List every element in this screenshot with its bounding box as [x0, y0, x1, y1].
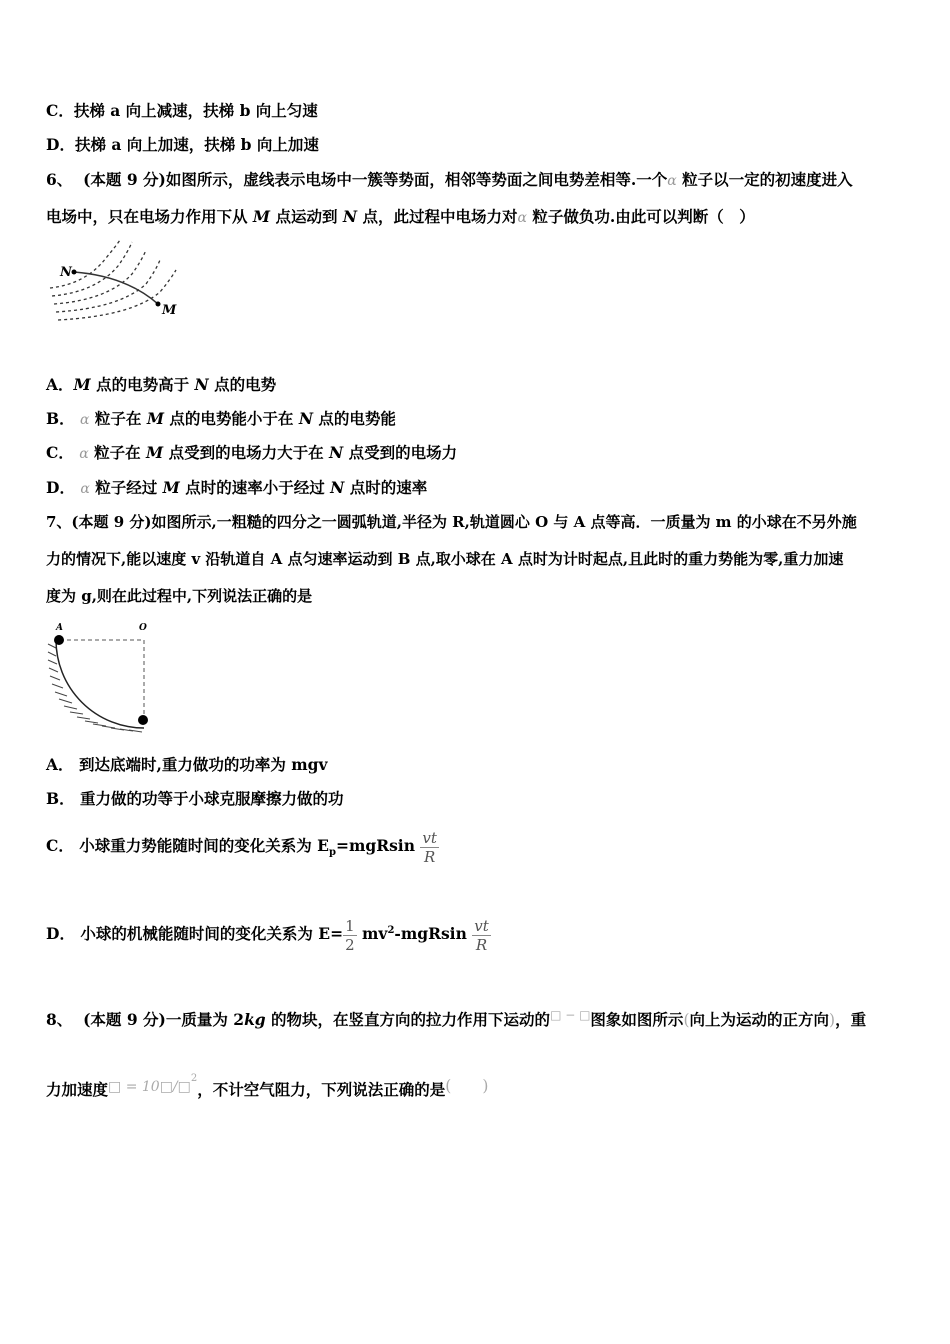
stem-text: 点，此过程中电场力对 [362, 207, 518, 226]
paren-right: ) [829, 1011, 836, 1029]
stem-text: 一质量为 [165, 1010, 228, 1029]
question-score: (本题 9 分) [83, 170, 166, 189]
option-text: 扶梯 a 向上加速，扶梯 b 向上加速 [74, 135, 319, 154]
label-a: A [56, 623, 63, 633]
q5-option-c [46, 100, 318, 122]
point-m: M [162, 478, 180, 497]
stem-text: 点运动到 [275, 207, 338, 226]
stem-text: ，重 [835, 1010, 867, 1029]
stem-text: 电场中，只在电场力作用下从 [46, 207, 248, 226]
alpha-symbol: α [517, 210, 527, 226]
q8-stem-line2 [46, 1068, 488, 1101]
option-label: A． [46, 755, 74, 774]
question-score: (本题 9 分) [83, 1010, 166, 1029]
option-text: 粒子经过 [95, 478, 158, 497]
option-label: C． [46, 101, 74, 120]
fraction-numerator: 1 [345, 916, 355, 935]
mass-value: 2 [233, 1010, 245, 1029]
label-o: O [139, 623, 147, 633]
point-n: N [298, 409, 313, 428]
q5-option-d [46, 134, 319, 156]
gravity-formula: □ = 10□/□ [108, 1079, 191, 1095]
fraction-numerator: vt [422, 828, 437, 847]
q7-stem-line1: 7、(本题 9 分)如图所示,一粗糙的四分之一圆弧轨道,半径为 R,轨道圆心 O 与 A 点等高．一质量为 m 的小球在不另外施 [46, 513, 857, 531]
stem-text: 如图所示，虚线表示电场中一簇等势面，相邻等势面之间电势差相等.一个 [165, 170, 668, 189]
q7-option-a [46, 754, 327, 776]
fraction-vt-over-r [472, 917, 491, 954]
superscript-2: 2 [190, 1073, 198, 1084]
option-text: 点时的速率小于经过 [185, 478, 325, 497]
option-text: 扶梯 a 向上减速，扶梯 b 向上匀速 [73, 101, 318, 120]
q6-option-b [46, 408, 396, 431]
option-label: C． [46, 836, 74, 855]
q6-stem-line1 [46, 169, 853, 192]
option-label: D． [46, 924, 75, 944]
label-n: N [60, 265, 72, 280]
fraction-denominator: R [423, 847, 436, 866]
mass-unit: kg [244, 1010, 266, 1029]
stem-text: 图象如图所示 [590, 1010, 684, 1029]
label-m: M [162, 303, 177, 318]
paren-left: ( [683, 1011, 690, 1029]
alpha-symbol: α [79, 446, 89, 462]
question-number: 6、 [46, 170, 73, 189]
point-n-dot [72, 270, 77, 275]
fraction-numerator: vt [474, 916, 489, 935]
stem-text: 粒子做负功.由此可以判断（ ） [532, 207, 755, 226]
superscript-2: 2 [387, 925, 395, 936]
stem-text: 的物块，在竖直方向的拉力作用下运动的 [271, 1010, 551, 1029]
arc-track [56, 640, 144, 728]
q7-stem-line3: 度为 g,则在此过程中,下列说法正确的是 [46, 587, 313, 605]
point-n: N [329, 443, 344, 462]
q8-stem-line1 [46, 1004, 866, 1031]
point-m: M [146, 409, 164, 428]
option-label: D． [46, 135, 75, 154]
option-text: 点的电势能小于在 [169, 409, 294, 428]
fraction-vt-over-r [420, 829, 439, 866]
option-text: 点的电势 [214, 375, 277, 394]
option-text: 重力做的功等于小球克服摩擦力做的功 [80, 789, 344, 808]
q6-option-d [46, 477, 427, 500]
alpha-symbol: α [80, 481, 90, 497]
option-text: -mgRsin [394, 924, 467, 944]
stem-text: ，不计空气阻力，下列说法正确的是 [197, 1080, 446, 1099]
stem-text: 力加速度 [46, 1080, 109, 1099]
q6-stem-line2 [46, 206, 755, 229]
option-text: 点时的速率 [349, 478, 428, 497]
option-label: D． [46, 478, 75, 497]
option-text: 到达底端时,重力做功的功率为 mgv [78, 755, 328, 774]
option-label: A． [46, 375, 74, 394]
q7-arc-track-figure [46, 618, 166, 734]
ball-at-b [138, 715, 148, 725]
answer-blank: ( ) [445, 1077, 489, 1095]
point-m: M [252, 207, 271, 226]
q7-stem-line2: 力的情况下,能以速度 v 沿轨道自 A 点匀速率运动到 B 点,取小球在 A 点时为计时起点,且此时的重力势能为零,重力加速 [46, 550, 844, 568]
point-n: N [342, 207, 358, 226]
fraction-denominator: 2 [345, 935, 355, 954]
ball-at-a [54, 635, 64, 645]
alpha-symbol: α [80, 412, 90, 428]
point-m: M [73, 375, 91, 394]
option-text: 点受到的电场力大于在 [168, 443, 324, 462]
option-text: 点的电势高于 [96, 375, 190, 394]
fraction-denominator: R [475, 935, 488, 954]
vt-graph-symbol: □ − □ [550, 1008, 591, 1022]
equipotential-line [50, 240, 120, 288]
option-text: 点的电势能 [318, 409, 396, 428]
point-m-dot [156, 302, 161, 307]
alpha-symbol: α [667, 173, 677, 189]
q7-option-d [46, 907, 491, 958]
subscript-p: p [328, 847, 336, 859]
arc-hatching [48, 644, 142, 732]
q7-option-b [46, 788, 344, 810]
fraction-one-half [343, 917, 357, 954]
option-label: B． [46, 789, 75, 808]
option-text: 小球重力势能随时间的变化关系为 E [79, 836, 329, 855]
q6-option-c [46, 442, 457, 465]
q6-equipotential-figure [46, 236, 186, 326]
option-label: B． [46, 409, 75, 428]
point-m: M [146, 443, 164, 462]
option-text: =mgRsin [335, 836, 415, 855]
q6-option-a [46, 374, 276, 396]
option-text: 小球的机械能随时间的变化关系为 E= [80, 924, 344, 944]
q7-option-c [46, 824, 439, 875]
option-label: C． [46, 443, 74, 462]
stem-text: 向上为运动的正方向 [689, 1010, 830, 1029]
equipotential-line [58, 270, 176, 320]
stem-text: 粒子以一定的初速度进入 [682, 170, 853, 189]
question-number: 8、 [46, 1010, 73, 1029]
option-text: 点受到的电场力 [348, 443, 458, 462]
point-n: N [194, 375, 209, 394]
option-text: 粒子在 [94, 409, 142, 428]
option-text: mv [362, 924, 388, 944]
option-text: 粒子在 [94, 443, 141, 462]
point-n: N [330, 478, 345, 497]
